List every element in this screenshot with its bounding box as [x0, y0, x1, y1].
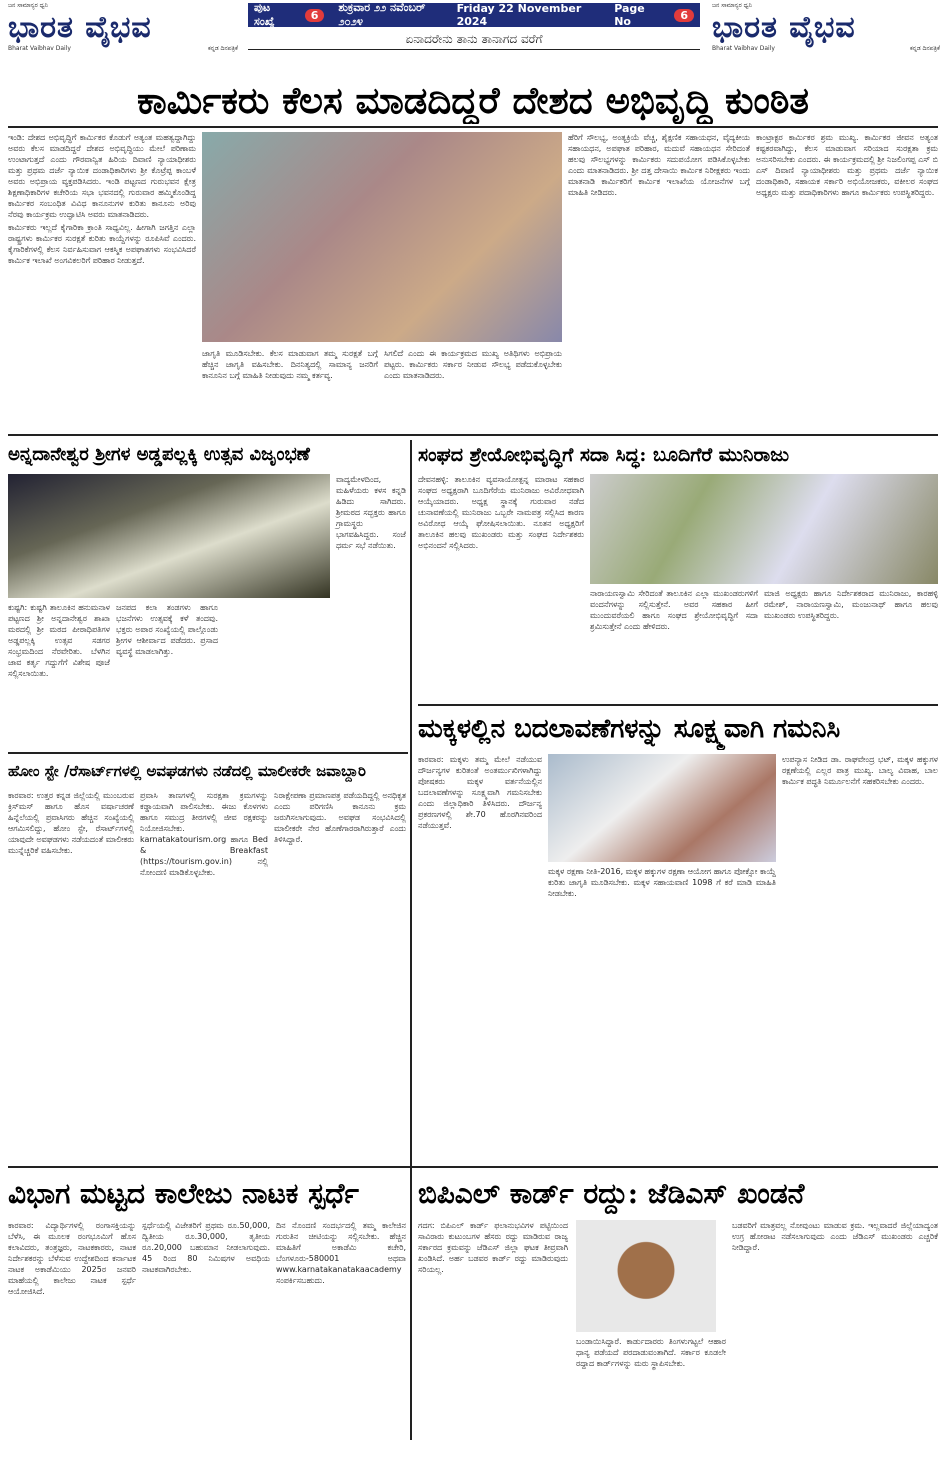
kicker-left: ಜನ ಸಾಮಾನ್ಯರ ಧ್ವನಿ [8, 2, 48, 9]
article-3-col-3: ಮಾಜಿ ಅಧ್ಯಕ್ಷರು ಹಾಗೂ ನಿರ್ದೇಶಕರಾದ ಮುನಿರಾಜು, ಕಾರಹಳ್ಳಿ ರಮೇಶ್, ನಾರಾಯಣಸ್ವಾಮಿ, ಮಂಜುನಾಥ್ ಹಾಗೂ ಹಲವು ಮುಖಂಡರು ಉಪಸ್ಥಿತರಿದ್ದರು. [764, 589, 938, 620]
article-1-col-1 [8, 132, 196, 430]
meta-bar [248, 3, 700, 27]
article-1-col-3: ಸಿಗಲಿದೆ ಎಂದು ಈ ಕಾರ್ಯಕ್ರಮದ ಮುಖ್ಯ ಅತಿಥಿಗಳು ಅಭಿಪ್ರಾಯ ಪಟ್ಟರು. ಕಾರ್ಮಿಕರು ಸರ್ಕಾರ ನೀಡುವ ಸೌಲಭ್ಯ ಪಡೆದುಕೊಳ್ಳಬೇಕು ಎಂದು ಮಾತನಾಡಿದರು. [384, 349, 562, 380]
article-1-headline: ಕಾರ್ಮಿಕರು ಕೆಲಸ ಮಾಡದಿದ್ದರೆ ದೇಶದ ಅಭಿವೃದ್ಧಿ ಕುಂಠಿತ [136, 78, 810, 122]
kan-sub-right: ಕನ್ನಡ ದಿನಪತ್ರಿಕೆ [909, 45, 940, 52]
masthead-left [8, 2, 238, 72]
kicker-right: ಜನ ಸಾಮಾನ್ಯರ ಧ್ವನಿ [712, 2, 752, 9]
article-2-col-3: ವಾದ್ಯಮೇಳದಿಂದ, ಮಹಿಳೆಯರು ಕಳಸ ಕನ್ನಡಿ ಹಿಡಿದು ಸಾಗಿದರು. ಶ್ರೀಮಠದ ಸದ್ಭಕ್ತರು ಹಾಗೂ ಗ್ರಾಮಸ್ಥರು ಭಾಗವಹಿಸಿದ್ದರು. ಸಂಜೆ ಧರ್ಮ ಸಭೆ ನಡೆಯಿತು. [336, 475, 406, 550]
date-kn: ಶುಕ್ರವಾರ ೨೨ ನವೆಂಬರ್ ೨೦೨೪ [338, 1, 426, 28]
divider [418, 704, 938, 706]
divider [8, 126, 938, 128]
article-7-col-1: ಗದಗ: ಬಿಪಿಎಲ್ ಕಾರ್ಡ್ ಫಲಾನುಭವಿಗಳ ಪಟ್ಟಿಯಿಂದ ಸಾವಿರಾರು ಕುಟುಂಬಗಳ ಹೆಸರು ರದ್ದು ಮಾಡಿರುವ ರಾಜ್ಯ ಸರ್ಕಾರದ ಕ್ರಮವನ್ನು ಜೆಡಿಎಸ್ ಜಿಲ್ಲಾ ಘಟಕ ತೀವ್ರವಾಗಿ ಖಂಡಿಸಿದೆ. ಅರ್ಹ ಬಡವರ ಕಾರ್ಡ್ ರದ್ದು ಮಾಡಿರುವುದು ಸರಿಯಲ್ಲ. [418, 1221, 568, 1274]
article-1-col-4: ಹೆರಿಗೆ ಸೌಲಭ್ಯ, ಅಂತ್ಯಕ್ರಿಯೆ ವೆಚ್ಚ, ಶೈಕ್ಷಣಿಕ ಸಹಾಯಧನ, ವೈದ್ಯಕೀಯ ಸಹಾಯಧನ, ಅಪಘಾತ ಪರಿಹಾರ, ಮದುವೆ ಸಹಾಯಧನ ಸೇರಿದಂತೆ ಹಲವು ಸೌಲಭ್ಯಗಳನ್ನು ಕಾರ್ಮಿಕರು ಸದುಪಯೋಗ ಪಡಿಸಿಕೊಳ್ಳಬೇಕು ಎಂದು ಮಾತನಾಡಿದರು. ಶ್ರೀ ದತ್ತ ದೇಸಾಯಿ ಕಾರ್ಮಿಕ ನಿರೀಕ್ಷಕರು ಇಂದು ಮಾತನಾಡಿ ಕಾರ್ಮಿಕರಿಗೆ ಕಾರ್ಮಿಕ ಇಲಾಖೆಯ ಯೋಜನೆಗಳ ಬಗ್ಗೆ ಮಾಹಿತಿ ನೀಡಿದರು. [568, 133, 750, 197]
article-7-col-3: ಬಡವರಿಗೆ ಮಾತ್ರವಲ್ಲ ನೋವುಂಟು ಮಾಡುವ ಕ್ರಮ. ಇಲ್ಲವಾದರೆ ಜಿಲ್ಲೆಯಾದ್ಯಂತ ಉಗ್ರ ಹೋರಾಟ ನಡೆಸಲಾಗುವುದು ಎಂದು ಜೆಡಿಎಸ್ ಮುಖಂಡರು ಎಚ್ಚರಿಕೆ ನೀಡಿದ್ದಾರೆ. [732, 1221, 938, 1252]
page-kn-number: 6 [305, 9, 325, 22]
article-1-col-5: ಕಾಂಟ್ರಾಕ್ಟರ ಕಾರ್ಮಿಕರ ಶ್ರಮ ಮುಖ್ಯ. ಕಾರ್ಮಿಕರ ಜೀವನ ಅತ್ಯಂತ ಕಷ್ಟಕರವಾಗಿದ್ದು, ಕೆಲಸ ಮಾಡುವಾಗ ಸರಿಯಾದ ಸುರಕ್ಷತಾ ಕ್ರಮ ಅನುಸರಿಸಬೇಕು ಎಂದರು. ಈ ಕಾರ್ಯಕ್ರಮದಲ್ಲಿ ಶ್ರೀ ನಿಜಲಿಂಗಪ್ಪ ಎಸ್ ಬಿ ಎಸ್ ದಿವಾಣಿ ನ್ಯಾಯಾಧೀಶರು ಮತ್ತು ಪ್ರಥಮ ದರ್ಜೆ ನ್ಯಾಯಿಕ ದಂಡಾಧಿಕಾರಿ, ಸಹಾಯಕ ಸರ್ಕಾರಿ ಅಭಿಯೋಜಕರು, ವಕೀಲರ ಸಂಘದ ಅಧ್ಯಕ್ಷರು ಮತ್ತು ಪದಾಧಿಕಾರಿಗಳು ಹಾಗೂ ಕಾರ್ಮಿಕರು ಉಪಸ್ಥಿತರಿದ್ದರು. [756, 133, 938, 197]
article-6-headline: ವಿಭಾಗ ಮಟ್ಟದ ಕಾಲೇಜು ನಾಟಕ ಸ್ಪರ್ಧೆ [8, 1177, 359, 1210]
tagline: ಏನಾದರೇನು ತಾನು ತಾನಾಗದ ವರೆಗೆ [248, 32, 700, 50]
divider [8, 434, 938, 436]
article-6-col-3: ದಿನ ನೊಂದಣಿ ಸಂದರ್ಭದಲ್ಲಿ ತಮ್ಮ ಕಾಲೇಜಿನ ಗುರುತಿನ ಚೀಟಿಯನ್ನು ಸಲ್ಲಿಸಬೇಕು. ಹೆಚ್ಚಿನ ಮಾಹಿತಿಗೆ ಅಕಾಡೆಮಿ ಕಚೇರಿ, ಬೆಂಗಳೂರು-580001 ಅಥವಾ www.karnatakanatakaacademy ಸಂಪರ್ಕಿಸಬಹುದು. [276, 1221, 406, 1285]
article-5-headline: ಮಕ್ಕಳಲ್ಲಿನ ಬದಲಾವಣೆಗಳನ್ನು ಸೂಕ್ಷ್ಮವಾಗಿ ಗಮನಿಸಿ [418, 714, 841, 744]
article-1-text-2: ಕಾರ್ಮಿಕರು ಇಲ್ಲದೆ ಕೈಗಾರಿಕಾ ಕ್ರಾಂತಿ ಸಾಧ್ಯವಿಲ್ಲ. ಹೀಗಾಗಿ ಜಗತ್ತಿನ ಎಲ್ಲಾ ರಾಷ್ಟ್ರಗಳು ಕಾರ್ಮಿಕರ ಸುರಕ್ಷತೆ ಕುರಿತು ಕಾಯ್ದೆಗಳನ್ನು ರೂಪಿಸಿವೆ ಎಂದರು. ಕೈಗಾರಿಕೆಗಳಲ್ಲಿ ಕೆಲಸ ನಿರ್ವಹಿಸುವಾಗ ಆಕಸ್ಮಿಕ ಅಪಘಾತಗಳು ಸಂಭವಿಸಿದರೆ ಕಾರ್ಮಿಕ ಇಲಾಖೆ ಅಂಗವಿಕಲರಿಗೆ ಪರಿಹಾರ ನೀಡುತ್ತದೆ. [8, 223, 196, 265]
divider [8, 1166, 938, 1168]
article-2-headline: ಅನ್ನದಾನೇಶ್ವರ ಶ್ರೀಗಳ ಅಡ್ಡಪಲ್ಲಕ್ಕಿ ಉತ್ಸವ ವಿಜೃಂಭಣೆ [8, 444, 310, 465]
article-3-col-1: ದೇವನಹಳ್ಳಿ: ತಾಲೂಕಿನ ವ್ಯವಸಾಯೋತ್ಪನ್ನ ಮಾರಾಟ ಸಹಕಾರ ಸಂಘದ ಅಧ್ಯಕ್ಷರಾಗಿ ಬೂದಿಗೆರೆಯ ಮುನಿರಾಜು ಅವಿರೋಧವಾಗಿ ಆಯ್ಕೆಯಾದರು. ಅಧ್ಯಕ್ಷ ಸ್ಥಾನಕ್ಕೆ ಗುರುವಾರ ನಡೆದ ಚುನಾವಣೆಯಲ್ಲಿ ಮುನಿರಾಜು ಒಬ್ಬರೇ ನಾಮಪತ್ರ ಸಲ್ಲಿಸಿದ ಕಾರಣ ಅವಿರೋಧ ಆಯ್ಕೆ ಘೋಷಿಸಲಾಯಿತು. ನೂತನ ಅಧ್ಯಕ್ಷರಿಗೆ ತಾಲೂಕಿನ ಹಲವು ಮುಖಂಡರು ಮತ್ತು ಸಂಘದ ನಿರ್ದೇಶಕರು ಅಭಿನಂದನೆ ಸಲ್ಲಿಸಿದರು. [418, 475, 584, 550]
english-name-right: Bharat Vaibhav Daily [712, 45, 775, 52]
masthead-right [712, 2, 940, 72]
logo-right: ಭಾರತ ವೈಭವ [712, 10, 856, 45]
article-2-col-2: ಜನಪದ ಕಲಾ ತಂಡಗಳು ಹಾಗೂ ಭಜನೆಗಳು ಉತ್ಸವಕ್ಕೆ ಕಳೆ ತಂದವು. ಭಕ್ತರು ಅಪಾರ ಸಂಖ್ಯೆಯಲ್ಲಿ ಪಾಲ್ಗೊಂಡು ಶ್ರೀಗಳ ಆಶೀರ್ವಾದ ಪಡೆದರು. ಪ್ರಸಾದ ವ್ಯವಸ್ಥೆ ಮಾಡಲಾಗಿತ್ತು. [116, 603, 218, 656]
article-5-col-2: ಮಕ್ಕಳ ರಕ್ಷಣಾ ನೀತಿ-2016, ಮಕ್ಕಳ ಹಕ್ಕುಗಳ ರಕ್ಷಣಾ ಆಯೋಗ ಹಾಗೂ ಪೋಕ್ಸೋ ಕಾಯ್ದೆ ಕುರಿತು ಜಾಗೃತಿ ಮೂಡಿಸಬೇಕು. ಮಕ್ಕಳ ಸಹಾಯವಾಣಿ 1098 ಗೆ ಕರೆ ಮಾಡಿ ಮಾಹಿತಿ ನೀಡಬೇಕು. [548, 867, 776, 898]
english-name-left: Bharat Vaibhav Daily [8, 45, 71, 52]
article-7-headline: ಬಿಪಿಎಲ್ ಕಾರ್ಡ್ ರದ್ದು: ಜೆಡಿಎಸ್ ಖಂಡನೆ [418, 1177, 805, 1210]
page-en-label: Page No [614, 2, 645, 28]
article-6-col-1: ಕಾರವಾರ: ವಿದ್ಯಾರ್ಥಿಗಳಲ್ಲಿ ರಂಗಾಸಕ್ತಿಯನ್ನು ಬೆಳೆಸಿ, ಈ ಮೂಲಕ ರಂಗಭೂಮಿಗೆ ಹೊಸ ಕಲಾವಿದರು, ತಂತ್ರಜ್ಞರು, ನಾಟಕಕಾರರು, ನಾಟಕ ನಿರ್ದೇಶಕರನ್ನು ಬೆಳೆಸುವ ಉದ್ದೇಶದಿಂದ ಕರ್ನಾಟಕ ನಾಟಕ ಅಕಾಡೆಮಿಯು 2025ರ ಜನವರಿ ಮಾಹೆಯಲ್ಲಿ ಕಾಲೇಜು ನಾಟಕ ಸ್ಪರ್ಧೆ ಆಯೋಜಿಸಿದೆ. [8, 1221, 136, 1296]
article-4-col-3: ನಿರಾಕ್ಷೇಪಣಾ ಪ್ರಮಾಣಪತ್ರ ಪಡೆಯದಿದ್ದಲ್ಲಿ ಅನಧಿಕೃತ ಎಂದು ಪರಿಗಣಿಸಿ ಕಾನೂನು ಕ್ರಮ ಜರುಗಿಸಲಾಗುವುದು. ಅವಘಡ ಸಂಭವಿಸಿದಲ್ಲಿ ಮಾಲೀಕರೇ ನೇರ ಹೊಣೆಗಾರರಾಗಿರುತ್ತಾರೆ ಎಂದು ತಿಳಿಸಿದ್ದಾರೆ. [274, 791, 406, 844]
article-4-headline: ಹೋಂ ಸ್ಟೇ /ರೆಸಾರ್ಟ್‌ಗಳಲ್ಲಿ ಅವಘಡಗಳು ನಡೆದಲ್ಲಿ ಮಾಲೀಕರೇ ಜವಾಬ್ದಾರಿ [8, 762, 366, 780]
article-2-col-1: ಕುಷ್ಟಗಿ: ಕುಷ್ಟಗಿ ತಾಲೂಕಿನ ಹನುಮನಾಳ ಪಟ್ಟಣದ ಶ್ರೀ ಅನ್ನದಾನೇಶ್ವರ ಶಾಖಾ ಮಠದಲ್ಲಿ ಶ್ರೀ ಮಠದ ಪೀಠಾಧಿಪತಿಗಳ ಅಡ್ಡಪಲ್ಲಕ್ಕಿ ಉತ್ಸವ ಸಡಗರ ಸಂಭ್ರಮದಿಂದ ನೆರವೇರಿತು. ಬೆಳಗಿನ ಜಾವ ಕರ್ತೃ ಗದ್ದುಗೆಗೆ ವಿಶೇಷ ಪೂಜೆ ಸಲ್ಲಿಸಲಾಯಿತು. [8, 603, 110, 678]
article-1-col-2: ಜಾಗೃತಿ ಮೂಡಿಸಬೇಕು. ಕೆಲಸ ಮಾಡುವಾಗ ತಮ್ಮ ಸುರಕ್ಷತೆ ಬಗ್ಗೆ ಹೆಚ್ಚಿನ ಜಾಗೃತಿ ವಹಿಸಬೇಕು. ದಿನನಿತ್ಯದಲ್ಲಿ ಸಾಮಾನ್ಯ ಜನರಿಗೆ ಕಾನೂನಿನ ಬಗ್ಗೆ ಮಾಹಿತಿ ನೀಡುವುದು ನಮ್ಮ ಕರ್ತವ್ಯ. [202, 349, 378, 380]
article-7-portrait [576, 1220, 716, 1332]
article-1-photo [202, 132, 562, 342]
article-1-text-1: ಇಂಡಿ: ದೇಶದ ಅಭಿವೃದ್ಧಿಗೆ ಕಾರ್ಮಿಕರ ಕೊಡುಗೆ ಅತ್ಯಂತ ಮಹತ್ವದ್ದಾಗಿದ್ದು ಅವರು ಕೆಲಸ ಮಾಡದಿದ್ದರೆ ದೇಶದ ಅಭಿವೃದ್ಧಿಯು ಮೇಲೆ ಪರಿಣಾಮ ಉಂಟಾಗುತ್ತದೆ ಎಂದು ಗೌರವಾನ್ವಿತ ಹಿರಿಯ ದಿವಾಣಿ ನ್ಯಾಯಾಧೀಶರು ಮತ್ತು ಪ್ರಥಮ ದರ್ಜೆ ನ್ಯಾಯಿಕ ದಂಡಾಧಿಕಾರಿಗಳು ಶ್ರೀ ಕೊಟ್ರೆಪ್ಪ ಕಾಂಬಳೆ ಅವರು ಅಭಿಪ್ರಾಯ ವ್ಯಕ್ತಪಡಿಸಿದರು. ಇಂಡಿ ಪಟ್ಟಣದ ಗುರುಭವನ ಕ್ಷೇತ್ರ ಶಿಕ್ಷಣಾಧಿಕಾರಿಗಳ ಕಚೇರಿಯ ಸಭಾ ಭವನದಲ್ಲಿ ಗುರುವಾರ ಹಮ್ಮಿಕೊಂಡಿದ್ದ ಕಾರ್ಮಿಕರ ಸಂಬಂಧಿತ ವಿವಿಧ ಕಾನೂನುಗಳ ಕುರಿತು ಕಾನೂನು ಅರಿವು ನೆರವು ಕಾರ್ಯಕ್ರಮ ಉದ್ಘಾಟಿಸಿ ಅವರು ಮಾತನಾಡಿದರು. [8, 133, 196, 219]
article-3-col-2: ನಾರಾಯಣಸ್ವಾಮಿ ಸೇರಿದಂತೆ ತಾಲೂಕಿನ ಎಲ್ಲಾ ಮುಖಂಡರುಗಳಿಗೆ ವಂದನೆಗಳನ್ನು ಸಲ್ಲಿಸುತ್ತೇನೆ. ಅವರ ಸಹಕಾರ ಹೀಗೆ ಮುಂದುವರೆಯಲಿ ಹಾಗೂ ಸಂಘದ ಶ್ರೇಯೋಭಿವೃದ್ಧಿಗೆ ಸದಾ ಶ್ರಮಿಸುತ್ತೇನೆ ಎಂದು ಹೇಳಿದರು. [590, 589, 758, 631]
article-5-photo [548, 754, 776, 862]
divider [8, 752, 408, 754]
page-en-number: 6 [674, 9, 694, 22]
date-en: Friday 22 November 2024 [456, 2, 582, 28]
logo-left: ಭಾರತ ವೈಭವ [8, 10, 152, 45]
article-4-col-2: ಪ್ರವಾಸಿ ತಾಣಗಳಲ್ಲಿ ಸುರಕ್ಷತಾ ಕ್ರಮಗಳನ್ನು ಕಡ್ಡಾಯವಾಗಿ ಪಾಲಿಸಬೇಕು. ಈಜು ಕೊಳಗಳು ಹಾಗೂ ಸಮುದ್ರ ತೀರಗಳಲ್ಲಿ ಜೀವ ರಕ್ಷಕರನ್ನು ನಿಯೋಜಿಸಬೇಕು. karnatakatourism.org ಹಾಗೂ Bed & Breakfast (https://tourism.gov.in) ನಲ್ಲಿ ನೋಂದಣಿ ಮಾಡಿಕೊಳ್ಳಬೇಕು. [140, 791, 268, 877]
article-6-col-2: ಸ್ಪರ್ಧೆಯಲ್ಲಿ ವಿಜೇತರಿಗೆ ಪ್ರಥಮ ರೂ.50,000, ದ್ವಿತೀಯ ರೂ.30,000, ತೃತೀಯ ರೂ.20,000 ಬಹುಮಾನ ನೀಡಲಾಗುವುದು. 45 ರಿಂದ 80 ನಿಮಿಷಗಳ ಅವಧಿಯ ನಾಟಕವಾಗಿರಬೇಕು. [142, 1221, 270, 1274]
column-divider [410, 440, 412, 1440]
article-3-photo [590, 474, 938, 584]
article-3-headline: ಸಂಘದ ಶ್ರೇಯೋಭಿವೃದ್ಧಿಗೆ ಸದಾ ಸಿದ್ಧ: ಬೂದಿಗೆರೆ ಮುನಿರಾಜು [418, 444, 790, 466]
article-5-col-1: ಕಾರವಾರ: ಮಕ್ಕಳು ತಮ್ಮ ಮೇಲೆ ನಡೆಯುವ ದೌರ್ಜನ್ಯಗಳ ಕುರಿತಂತೆ ಅಂತರ್ಮುಖಿಗಳಾಗಿದ್ದು ಪೋಷಕರು ಮಕ್ಕಳ ವರ್ತನೆಯಲ್ಲಿನ ಬದಲಾವಣೆಗಳನ್ನು ಸೂಕ್ಷ್ಮವಾಗಿ ಗಮನಿಸಬೇಕು ಎಂದು ಜಿಲ್ಲಾಧಿಕಾರಿ ತಿಳಿಸಿದರು. ದೌರ್ಜನ್ಯ ಪ್ರಕರಣಗಳಲ್ಲಿ ಶೇ.70 ಹೊರಗಿನವರಿಂದ ನಡೆಯುತ್ತವೆ. [418, 755, 542, 830]
kan-sub-left: ಕನ್ನಡ ದಿನಪತ್ರಿಕೆ [207, 45, 238, 52]
article-5-col-3: ಉಪನ್ಯಾಸ ನೀಡಿದ ಡಾ. ರಾಘವೇಂದ್ರ ಭಟ್, ಮಕ್ಕಳ ಹಕ್ಕುಗಳ ರಕ್ಷಣೆಯಲ್ಲಿ ಎಲ್ಲರ ಪಾತ್ರ ಮುಖ್ಯ. ಬಾಲ್ಯ ವಿವಾಹ, ಬಾಲ ಕಾರ್ಮಿಕ ಪದ್ಧತಿ ನಿರ್ಮೂಲನೆಗೆ ಸಹಕರಿಸಬೇಕು ಎಂದರು. [782, 755, 938, 786]
article-7-col-2: ಬಂಡಾಯಿಸಿದ್ದಾರೆ. ಕಾರ್ಡುದಾರರು ತಿಂಗಳುಗಟ್ಟಲೆ ಆಹಾರ ಧಾನ್ಯ ಪಡೆಯದೆ ಪರದಾಡುವಂತಾಗಿದೆ. ಸರ್ಕಾರ ಕೂಡಲೇ ರದ್ದಾದ ಕಾರ್ಡ್‌ಗಳನ್ನು ಮರು ಸ್ಥಾಪಿಸಬೇಕು. [576, 1337, 726, 1368]
article-4-col-1: ಕಾರವಾರ: ಉತ್ತರ ಕನ್ನಡ ಜಿಲ್ಲೆಯಲ್ಲಿ ಮುಂಬರುವ ಕ್ರಿಸ್‌ಮಸ್ ಹಾಗೂ ಹೊಸ ವರ್ಷಾಚರಣೆ ಹಿನ್ನೆಲೆಯಲ್ಲಿ ಪ್ರವಾಸಿಗರು ಹೆಚ್ಚಿನ ಸಂಖ್ಯೆಯಲ್ಲಿ ಆಗಮಿಸಲಿದ್ದು, ಹೋಂ ಸ್ಟೇ, ರೆಸಾರ್ಟ್‌ಗಳಲ್ಲಿ ಯಾವುದೇ ಅವಘಡಗಳು ನಡೆಯದಂತೆ ಮಾಲೀಕರು ಮುನ್ನೆಚ್ಚರಿಕೆ ವಹಿಸಬೇಕು. [8, 791, 134, 855]
page-kn-label: ಪುಟ ಸಂಖ್ಯೆ [254, 1, 275, 28]
